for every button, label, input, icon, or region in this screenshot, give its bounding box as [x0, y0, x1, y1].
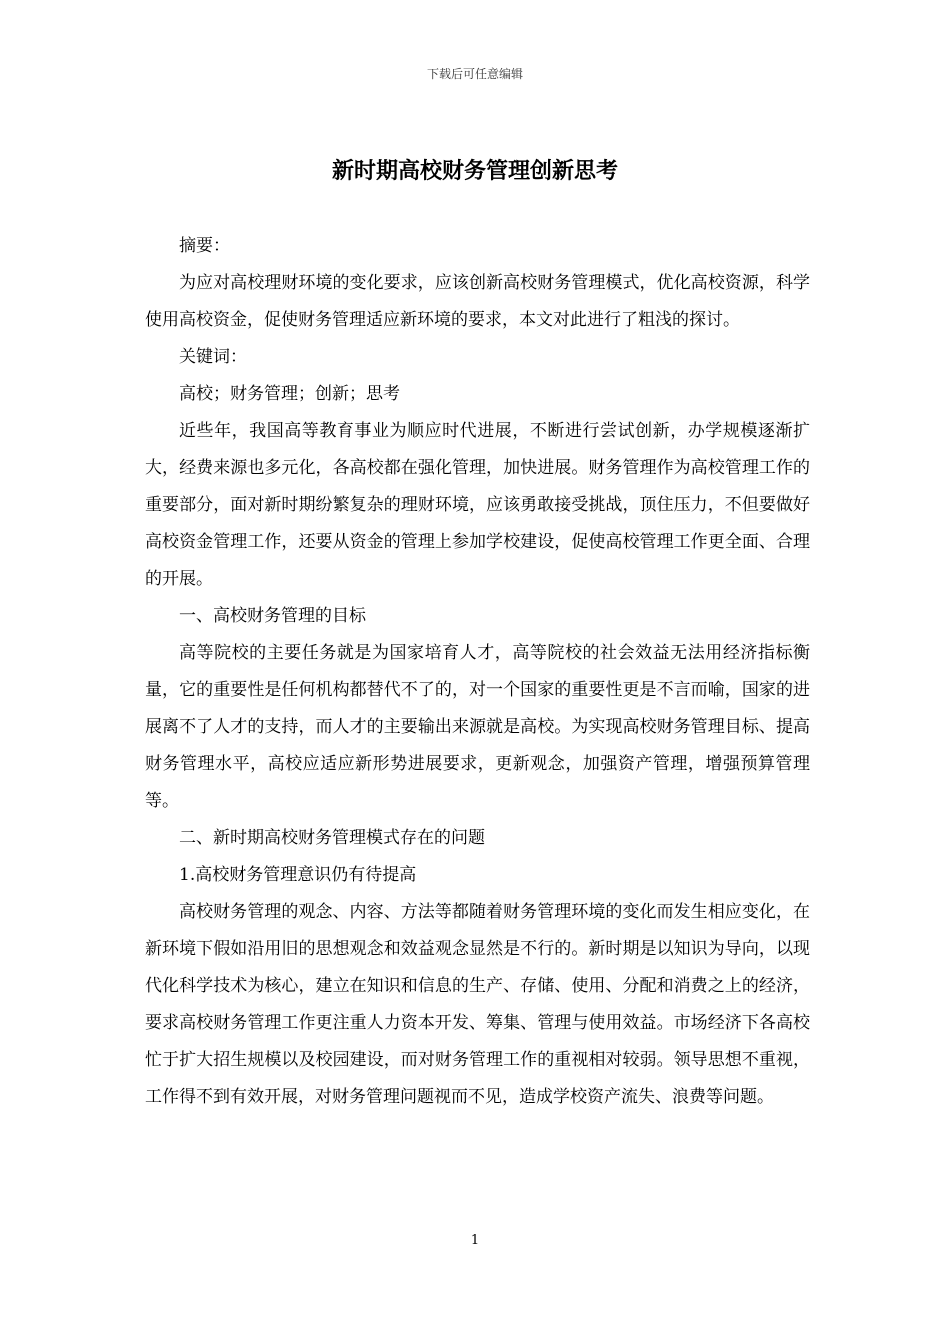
keywords-list: 高校；财务管理；创新；思考: [179, 384, 400, 404]
intro-paragraph: 近些年，我国高等教育事业为顺应时代进展，不断进行尝试创新，办学规模逐渐扩大，经费来源也多元化，各高校都在强化管理，加快进展。财务管理作为高校管理工作的重要部分，面对新时期纷繁复杂的理财环境，应该勇敢接受挑战，顶住压力，不但要做好高校资金管理工作，还要从资金的管理上参加学校建设，促使高校管理工作更全面、合理的开展。: [145, 421, 810, 589]
abstract-paragraph: 为应对高校理财环境的变化要求，应该创新高校财务管理模式，优化高校资源，科学使用高校资金，促使财务管理适应新环境的要求，本文对此进行了粗浅的探讨。: [145, 273, 810, 330]
document-body: [145, 228, 810, 1116]
header-note: 下载后可任意编辑: [426, 67, 523, 81]
section-1-paragraph: 高等院校的主要任务就是为国家培育人才，高等院校的社会效益无法用经济指标衡量，它的重要性是任何机构都替代不了的，对一个国家的重要性更是不言而喻，国家的进展离不了人才的支持，而人才的主要输出来源就是高校。为实现高校财务管理目标、提高财务管理水平，高校应适应新形势进展要求，更新观念，加强资产管理，增强预算管理等。: [145, 643, 810, 811]
abstract-label: 摘要：: [179, 236, 230, 256]
section-heading-1: 一、高校财务管理的目标: [179, 606, 366, 626]
subsection-heading-2-1: 1.高校财务管理意识仍有待提高: [179, 865, 417, 885]
subsection-2-1-paragraph: 高校财务管理的观念、内容、方法等都随着财务管理环境的变化而发生相应变化，在新环境下假如沿用旧的思想观念和效益观念显然是不行的。新时期是以知识为导向，以现代化科学技术为核心，建立在知识和信息的生产、存储、使用、分配和消费之上的经济，要求高校财务管理工作更注重人力资本开发、筹集、管理与使用效益。市场经济下各高校忙于扩大招生规模以及校园建设，而对财务管理工作的重视相对较弱。领导思想不重视，工作得不到有效开展，对财务管理问题视而不见，造成学校资产流失、浪费等问题。: [145, 902, 810, 1107]
document-title: 新时期高校财务管理创新思考: [331, 158, 618, 184]
keywords-label: 关键词：: [179, 347, 247, 367]
page-number: 1: [470, 1233, 480, 1248]
section-heading-2: 二、新时期高校财务管理模式存在的问题: [179, 828, 485, 848]
